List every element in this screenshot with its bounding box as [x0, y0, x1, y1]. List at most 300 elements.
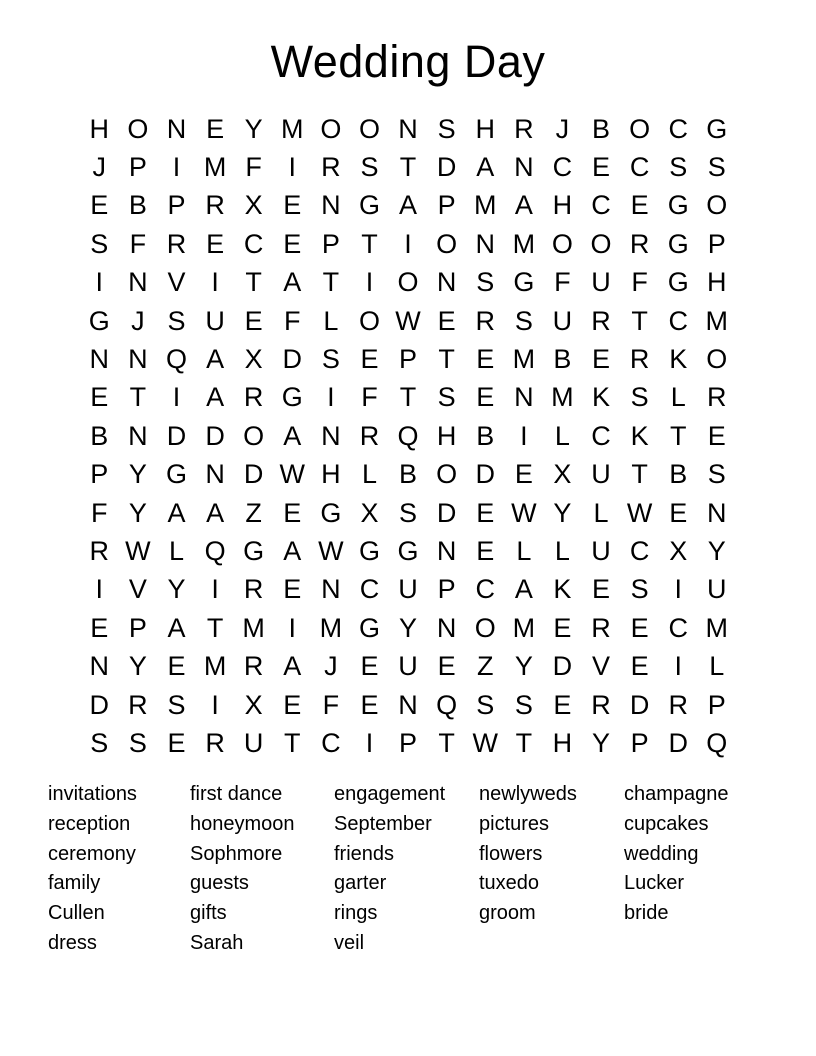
grid-letter: Y — [128, 497, 147, 528]
word-list-item: Lucker — [624, 872, 685, 895]
grid-letter: C — [359, 574, 380, 605]
grid-letter: F — [245, 152, 262, 183]
word-list-item: flowers — [479, 842, 543, 865]
grid-letter: I — [172, 382, 181, 413]
grid-letter: M — [551, 382, 574, 413]
grid-letter: T — [129, 382, 147, 413]
grid-letter: P — [707, 689, 726, 720]
grid-letter: C — [321, 727, 341, 758]
word-list-item: bride — [624, 902, 669, 925]
grid-letter: Y — [128, 651, 147, 682]
word-list-item: cupcakes — [624, 812, 709, 835]
grid-letter: S — [90, 228, 109, 259]
word-list-item: engagement — [334, 783, 446, 805]
grid-letter: F — [91, 497, 108, 528]
grid-letter: N — [514, 382, 534, 413]
grid-letter: J — [131, 305, 145, 336]
grid-letter: E — [437, 305, 456, 336]
grid-letter: S — [630, 574, 649, 605]
grid-letter: A — [399, 190, 418, 221]
grid-letter: H — [552, 727, 573, 758]
word-list-item: veil — [334, 931, 365, 954]
grid-letter: B — [90, 420, 109, 451]
grid-letter: P — [630, 727, 649, 758]
grid-letter: D — [205, 420, 225, 451]
grid-letter: C — [629, 535, 650, 566]
grid-letter: D — [243, 459, 264, 490]
grid-letter: A — [206, 344, 225, 375]
grid-letter: A — [283, 420, 302, 451]
grid-letter: Y — [128, 459, 147, 490]
grid-letter: E — [630, 651, 649, 682]
grid-letter: D — [552, 651, 573, 682]
grid-letter: E — [90, 382, 109, 413]
grid-letter: G — [667, 267, 689, 298]
grid-letter: E — [553, 612, 572, 643]
grid-letter: U — [552, 305, 573, 336]
grid-letter: Q — [204, 535, 226, 566]
grid-letter: E — [206, 113, 225, 144]
grid-letter: Q — [397, 420, 419, 451]
grid-letter: G — [320, 497, 342, 528]
word-list-column — [334, 780, 479, 959]
grid-letter: C — [475, 574, 495, 605]
grid-letter: V — [167, 267, 186, 298]
grid-letter: I — [95, 574, 104, 605]
grid-letter: H — [475, 113, 495, 144]
grid-letter: H — [89, 113, 110, 144]
grid-letter: W — [472, 727, 498, 758]
word-list-item: dress — [48, 931, 97, 954]
grid-letter: P — [128, 612, 147, 643]
grid-letter: T — [206, 612, 224, 643]
grid-letter: I — [674, 651, 682, 682]
grid-letter: U — [243, 727, 264, 758]
grid-letter: T — [322, 267, 340, 298]
grid-letter: K — [592, 382, 611, 413]
grid-letter: I — [674, 574, 682, 605]
grid-letter: I — [288, 612, 297, 643]
grid-letter: E — [553, 689, 572, 720]
grid-letter: N — [89, 651, 110, 682]
grid-letter: E — [592, 344, 611, 375]
grid-letter: R — [359, 420, 380, 451]
grid-letter: H — [707, 267, 727, 298]
word-list-item: guests — [190, 872, 249, 895]
grid-letter: E — [592, 152, 611, 183]
grid-letter: E — [167, 727, 186, 758]
grid-letter: M — [203, 152, 227, 183]
grid-letter: T — [399, 152, 417, 183]
grid-letter: G — [513, 267, 535, 298]
word-list-item: honeymoon — [190, 812, 295, 835]
grid-letter: M — [473, 190, 497, 221]
grid-letter: S — [90, 727, 109, 758]
grid-letter: T — [669, 420, 687, 451]
grid-letter: S — [167, 305, 186, 336]
grid-letter: R — [707, 382, 727, 413]
grid-letter: W — [318, 535, 344, 566]
grid-letter: R — [205, 727, 225, 758]
grid-letter: U — [707, 574, 727, 605]
grid-letter: E — [283, 574, 302, 605]
grid-letter: V — [592, 651, 611, 682]
grid-letter: Y — [244, 113, 263, 144]
grid-letter: E — [630, 612, 649, 643]
word-list-item: gifts — [190, 902, 227, 925]
grid-letter: N — [89, 344, 110, 375]
grid-letter: P — [437, 190, 456, 221]
grid-letter: S — [167, 689, 186, 720]
grid-letter: W — [626, 497, 653, 528]
grid-letter: X — [553, 459, 572, 490]
grid-letter: S — [707, 152, 726, 183]
grid-letter: R — [243, 574, 264, 605]
grid-letter: R — [591, 689, 611, 720]
grid-letter: E — [476, 382, 495, 413]
grid-letter: W — [279, 459, 305, 490]
word-list — [48, 780, 729, 959]
grid-letter: R — [668, 689, 688, 720]
grid-letter: E — [283, 689, 302, 720]
grid-letter: E — [90, 612, 109, 643]
grid-letter: K — [553, 574, 572, 605]
grid-letter: R — [629, 228, 650, 259]
grid-letter: T — [284, 727, 301, 758]
grid-letter: V — [128, 574, 147, 605]
grid-letter: E — [630, 190, 649, 221]
word-list-item: reception — [48, 812, 131, 835]
grid-letter: A — [206, 382, 225, 413]
grid-letter: L — [323, 305, 339, 336]
grid-letter: D — [629, 689, 650, 720]
grid-letter: B — [669, 459, 688, 490]
grid-letter: D — [166, 420, 187, 451]
grid-letter: A — [283, 535, 302, 566]
word-list-item: ceremony — [48, 842, 136, 865]
grid-letter: F — [554, 267, 571, 298]
grid-letter: P — [128, 152, 147, 183]
grid-letter: T — [515, 727, 533, 758]
word-list-item: wedding — [624, 842, 699, 865]
grid-letter: E — [669, 497, 688, 528]
grid-letter: I — [404, 228, 412, 259]
grid-letter: P — [399, 727, 418, 758]
word-list-column — [479, 780, 624, 959]
grid-letter: R — [243, 382, 264, 413]
grid-letter: E — [360, 651, 379, 682]
grid-letter: I — [211, 689, 219, 720]
grid-letter: I — [520, 420, 528, 451]
grid-letter: O — [474, 612, 496, 643]
grid-letter: S — [128, 727, 147, 758]
grid-letter: X — [669, 535, 688, 566]
grid-letter: T — [631, 459, 648, 490]
grid-letter: G — [706, 113, 728, 144]
grid-letter: N — [321, 574, 341, 605]
grid-letter: P — [321, 228, 340, 259]
grid-letter: O — [320, 113, 342, 144]
grid-letter: S — [514, 305, 533, 336]
grid-letter: I — [288, 152, 297, 183]
grid-letter: R — [591, 612, 611, 643]
grid-letter: Q — [436, 689, 458, 720]
grid-letter: A — [514, 574, 533, 605]
grid-letter: C — [668, 612, 688, 643]
grid-letter: R — [166, 228, 187, 259]
word-list-item: groom — [479, 902, 536, 925]
grid-letter: O — [358, 113, 380, 144]
word-list-item: invitations — [48, 783, 137, 805]
grid-letter: N — [436, 267, 457, 298]
grid-letter: S — [476, 267, 495, 298]
grid-letter: P — [707, 228, 726, 259]
grid-letter: N — [514, 152, 534, 183]
grid-letter: B — [553, 344, 572, 375]
grid-letter: U — [398, 651, 418, 682]
grid-letter: J — [555, 113, 570, 144]
grid-letter: P — [167, 190, 186, 221]
word-list-item: Sophmore — [190, 842, 283, 865]
grid-letter: E — [514, 459, 533, 490]
grid-letter: U — [591, 459, 611, 490]
grid-letter: U — [591, 535, 611, 566]
grid-letter: E — [476, 344, 495, 375]
grid-letter: W — [395, 305, 421, 336]
grid-letter: E — [707, 420, 726, 451]
grid-letter: L — [516, 535, 532, 566]
grid-letter: S — [707, 459, 726, 490]
grid-letter: A — [167, 497, 186, 528]
grid-letter: B — [128, 190, 147, 221]
grid-letter: L — [168, 535, 184, 566]
grid-letter: A — [283, 651, 302, 682]
grid-letter: P — [399, 344, 418, 375]
word-list-item: champagne — [624, 783, 729, 805]
grid-letter: L — [361, 459, 377, 490]
grid-letter: E — [437, 651, 456, 682]
grid-letter: C — [243, 228, 264, 259]
grid-letter: E — [206, 228, 225, 259]
grid-letter: F — [284, 305, 301, 336]
grid-letter: P — [437, 574, 456, 605]
grid-letter: S — [399, 497, 418, 528]
grid-letter: U — [205, 305, 225, 336]
grid-letter: F — [322, 689, 340, 720]
grid-letter: R — [629, 344, 650, 375]
grid-letter: X — [360, 497, 379, 528]
grid-letter: I — [211, 267, 219, 298]
grid-letter: O — [436, 459, 458, 490]
grid-letter: N — [205, 459, 225, 490]
grid-letter: Y — [514, 651, 533, 682]
grid-letter: L — [670, 382, 686, 413]
grid-letter: S — [321, 344, 340, 375]
grid-letter: G — [667, 190, 689, 221]
grid-letter: Y — [399, 612, 418, 643]
grid-letter: D — [89, 689, 110, 720]
grid-letter: B — [592, 113, 611, 144]
grid-letter: I — [327, 382, 335, 413]
grid-letter: M — [281, 113, 304, 144]
puzzle-title: Wedding Day — [270, 36, 546, 87]
grid-letter: M — [319, 612, 343, 643]
grid-letter: I — [95, 267, 104, 298]
grid-letter: I — [365, 727, 374, 758]
grid-letter: T — [438, 344, 455, 375]
grid-letter: O — [243, 420, 265, 451]
word-list-column — [48, 780, 190, 959]
grid-letter: I — [172, 152, 181, 183]
grid-letter: X — [244, 344, 263, 375]
word-list-item: first dance — [190, 783, 283, 805]
grid-letter: O — [436, 228, 458, 259]
word-list-item: September — [334, 812, 432, 835]
grid-letter: C — [668, 113, 688, 144]
grid-letter: D — [282, 344, 303, 375]
grid-letter: Y — [707, 535, 726, 566]
grid-letter: O — [590, 228, 612, 259]
grid-letter: F — [129, 228, 147, 259]
grid-letter: C — [629, 152, 650, 183]
grid-letter: O — [127, 113, 149, 144]
grid-letter: S — [360, 152, 379, 183]
grid-letter: S — [669, 152, 688, 183]
grid-letter: E — [360, 689, 379, 720]
word-list-item: Sarah — [190, 931, 244, 954]
grid-letter: S — [437, 113, 456, 144]
grid-letter: O — [551, 228, 573, 259]
grid-letter: A — [514, 190, 533, 221]
word-list-item: family — [48, 872, 101, 895]
grid-letter: M — [512, 228, 536, 259]
grid-letter: A — [167, 612, 186, 643]
word-list-item: friends — [334, 842, 395, 865]
grid-letter: R — [128, 689, 148, 720]
grid-letter: H — [552, 190, 573, 221]
grid-letter: R — [205, 190, 225, 221]
grid-letter: P — [90, 459, 109, 490]
grid-letter: U — [398, 574, 418, 605]
grid-letter: W — [125, 535, 151, 566]
word-list-item: Cullen — [48, 902, 105, 925]
grid-letter: M — [705, 305, 729, 336]
grid-letter: T — [438, 727, 455, 758]
word-list-item: garter — [334, 872, 387, 895]
grid-letter: N — [321, 420, 341, 451]
grid-letter: B — [399, 459, 418, 490]
grid-letter: N — [475, 228, 495, 259]
grid-letter: M — [705, 612, 729, 643]
grid-letter: E — [283, 190, 302, 221]
grid-letter: Z — [476, 651, 494, 682]
grid-letter: M — [512, 344, 536, 375]
word-list-column — [624, 780, 729, 959]
grid-letter: N — [436, 535, 457, 566]
grid-letter: N — [128, 420, 148, 451]
grid-letter: K — [630, 420, 649, 451]
grid-letter: B — [476, 420, 495, 451]
grid-letter: M — [512, 612, 536, 643]
grid-letter: R — [243, 651, 264, 682]
grid-letter: G — [243, 535, 265, 566]
grid-letter: E — [283, 228, 302, 259]
grid-letter: H — [321, 459, 341, 490]
grid-letter: G — [397, 535, 419, 566]
grid-letter: T — [631, 305, 648, 336]
word-list-item: pictures — [479, 812, 550, 835]
grid-letter: S — [437, 382, 456, 413]
grid-letter: G — [667, 228, 689, 259]
grid-letter: S — [514, 689, 533, 720]
grid-letter: Z — [245, 497, 262, 528]
grid-letter: E — [592, 574, 611, 605]
grid-letter: K — [669, 344, 688, 375]
grid-letter: X — [244, 190, 263, 221]
grid-letter: N — [128, 344, 148, 375]
word-list-item: newlyweds — [479, 783, 577, 805]
grid-letter: R — [514, 113, 534, 144]
grid-letter: Y — [167, 574, 186, 605]
grid-letter: S — [630, 382, 649, 413]
grid-letter: C — [668, 305, 688, 336]
grid-letter: R — [321, 152, 341, 183]
grid-letter: H — [436, 420, 457, 451]
grid-letter: L — [709, 651, 725, 682]
grid-letter: U — [591, 267, 611, 298]
grid-letter: R — [591, 305, 611, 336]
grid-letter: F — [361, 382, 378, 413]
grid-letter: W — [511, 497, 537, 528]
grid-letter: N — [398, 689, 418, 720]
grid-letter: C — [591, 420, 611, 451]
grid-letter: O — [706, 190, 728, 221]
grid-letter: T — [361, 228, 378, 259]
grid-letter: I — [211, 574, 219, 605]
grid-letter: G — [358, 190, 380, 221]
word-list-column — [190, 780, 334, 959]
grid-letter: N — [436, 612, 457, 643]
grid-letter: C — [552, 152, 573, 183]
grid-letter: M — [242, 612, 265, 643]
grid-letter: C — [591, 190, 611, 221]
word-list-item: rings — [334, 902, 378, 925]
grid-letter: F — [631, 267, 648, 298]
grid-letter: D — [436, 152, 457, 183]
grid-letter: O — [397, 267, 419, 298]
grid-letter: X — [244, 689, 263, 720]
grid-letter: G — [358, 535, 380, 566]
grid-letter: E — [283, 497, 302, 528]
grid-letter: G — [358, 612, 380, 643]
grid-letter: A — [476, 152, 495, 183]
grid-letter: E — [244, 305, 263, 336]
grid-letter: O — [629, 113, 651, 144]
grid-letter: E — [90, 190, 109, 221]
grid-letter: D — [668, 727, 688, 758]
grid-letter: D — [436, 497, 457, 528]
grid-letter: N — [128, 267, 148, 298]
grid-letter: Q — [165, 344, 187, 375]
grid-letter: Q — [706, 727, 728, 758]
grid-letter: I — [365, 267, 374, 298]
grid-letter: T — [399, 382, 417, 413]
grid-letter: N — [398, 113, 418, 144]
grid-letter: R — [89, 535, 110, 566]
word-search-grid — [80, 110, 736, 763]
grid-letter: N — [707, 497, 727, 528]
grid-letter: J — [92, 152, 107, 183]
